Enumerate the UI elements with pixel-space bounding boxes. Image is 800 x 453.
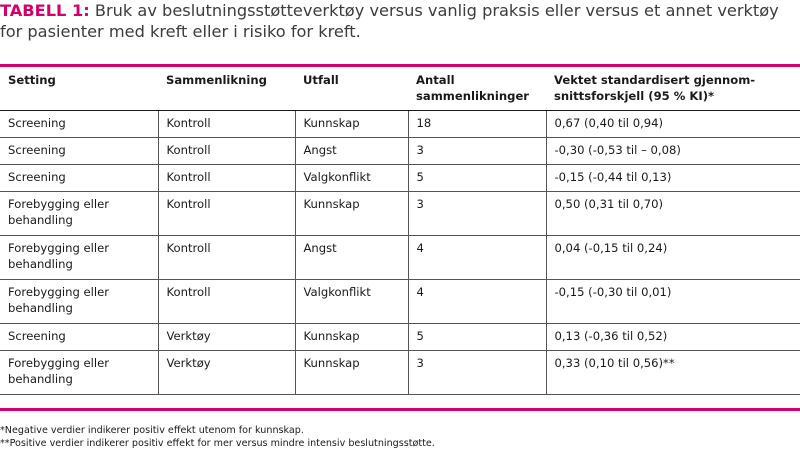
footnote-negative: *Negative verdier indikerer positiv effekt utenom for kunnskap.	[0, 425, 304, 436]
table-row	[0, 323, 800, 350]
table-row	[0, 350, 800, 394]
cell-effect: -0,30 (-0,53 til – 0,08)	[546, 137, 800, 164]
cell-count: 5	[408, 164, 546, 191]
table-row	[0, 279, 800, 323]
cell-effect: 0,04 (-0,15 til 0,24)	[546, 235, 800, 279]
table-row	[0, 137, 800, 164]
cell-setting: Forebygging eller behandling	[0, 191, 158, 235]
cell-setting: Screening	[0, 323, 158, 350]
bottom-rule	[0, 408, 800, 411]
footnote-positive: **Positive verdier indikerer positiv effekt for mer versus mindre intensiv beslutningsstøtte.	[0, 438, 435, 449]
cell-comparison: Kontroll	[158, 191, 295, 235]
cell-outcome: Kunnskap	[295, 110, 408, 137]
header-comparison: Sammenlikning	[158, 67, 295, 110]
table-header-row	[0, 67, 800, 110]
cell-comparison: Verktøy	[158, 323, 295, 350]
cell-effect: 0,50 (0,31 til 0,70)	[546, 191, 800, 235]
footnotes	[0, 424, 435, 450]
cell-effect: -0,15 (-0,44 til 0,13)	[546, 164, 800, 191]
cell-setting: Forebygging eller behandling	[0, 279, 158, 323]
cell-count: 4	[408, 279, 546, 323]
cell-effect: -0,15 (-0,30 til 0,01)	[546, 279, 800, 323]
cell-comparison: Kontroll	[158, 279, 295, 323]
table-caption-label: TABELL 1:	[0, 1, 90, 20]
table-row	[0, 235, 800, 279]
cell-setting: Forebygging eller behandling	[0, 350, 158, 394]
table-caption	[0, 0, 796, 42]
cell-outcome: Angst	[295, 235, 408, 279]
table-row	[0, 191, 800, 235]
header-outcome: Utfall	[295, 67, 408, 110]
cell-comparison: Kontroll	[158, 137, 295, 164]
cell-count: 3	[408, 191, 546, 235]
cell-effect: 0,13 (-0,36 til 0,52)	[546, 323, 800, 350]
table-row	[0, 164, 800, 191]
cell-comparison: Verktøy	[158, 350, 295, 394]
cell-count: 18	[408, 110, 546, 137]
cell-outcome: Kunnskap	[295, 350, 408, 394]
cell-outcome: Kunnskap	[295, 323, 408, 350]
header-setting: Setting	[0, 67, 158, 110]
cell-setting: Screening	[0, 110, 158, 137]
cell-comparison: Kontroll	[158, 235, 295, 279]
data-table	[0, 67, 800, 395]
cell-outcome: Valgkonflikt	[295, 279, 408, 323]
cell-effect: 0,33 (0,10 til 0,56)**	[546, 350, 800, 394]
header-count: Antall sammenlikninger	[408, 67, 546, 110]
cell-count: 4	[408, 235, 546, 279]
cell-effect: 0,67 (0,40 til 0,94)	[546, 110, 800, 137]
cell-count: 3	[408, 350, 546, 394]
header-effect: Vektet standardisert gjennom-snittsforskjell (95 % KI)*	[546, 67, 800, 110]
cell-setting: Screening	[0, 137, 158, 164]
cell-count: 5	[408, 323, 546, 350]
cell-setting: Screening	[0, 164, 158, 191]
cell-outcome: Angst	[295, 137, 408, 164]
table-caption-text: Bruk av beslutningsstøtteverktøy versus vanlig praksis eller versus et annet verktøy for pasienter med kreft eller i risiko for kreft.	[0, 1, 779, 41]
table-row	[0, 110, 800, 137]
cell-count: 3	[408, 137, 546, 164]
cell-comparison: Kontroll	[158, 164, 295, 191]
cell-comparison: Kontroll	[158, 110, 295, 137]
cell-outcome: Valgkonflikt	[295, 164, 408, 191]
cell-outcome: Kunnskap	[295, 191, 408, 235]
cell-setting: Forebygging eller behandling	[0, 235, 158, 279]
